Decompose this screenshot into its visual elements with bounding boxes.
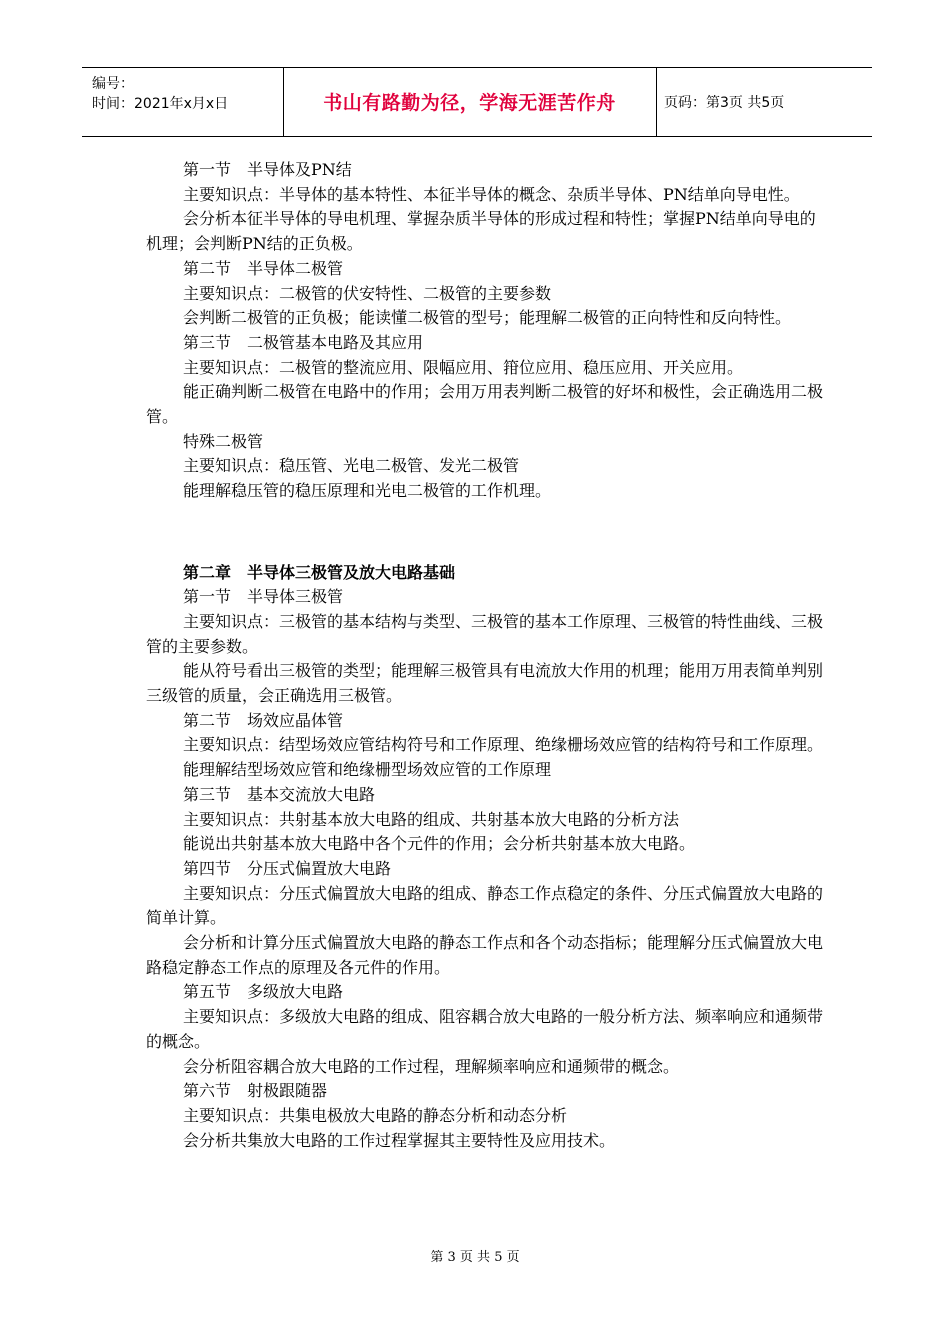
document-body	[146, 158, 826, 1153]
header-number: 编号：	[92, 76, 134, 92]
header-page-info: 页码：第3页 共5页	[664, 94, 785, 111]
body-paragraph: 主要知识点：共集电极放大电路的静态分析和动态分析	[183, 1106, 568, 1125]
section-heading: 第一节 半导体及PN结	[183, 160, 352, 179]
body-paragraph: 主要知识点：二极管的伏安特性、二极管的主要参数	[183, 283, 552, 303]
body-paragraph: 会分析共集放大电路的工作过程掌握其主要特性及应用技术。	[183, 1130, 616, 1150]
body-paragraph: 主要知识点：稳压管、光电二极管、发光二极管	[183, 456, 520, 476]
header-meta	[92, 74, 228, 114]
body-paragraph: 能从符号看出三极管的类型；能理解三极管具有电流放大作用的机理；能用万用表简单判别三级管的质量，会正确选用三极管。	[146, 661, 824, 706]
section-heading: 第四节 分压式偏置放大电路	[183, 858, 392, 878]
body-paragraph: 会判断二极管的正负极；能读懂二极管的型号；能理解二极管的正向特性和反向特性。	[183, 308, 792, 328]
body-paragraph: 能说出共射基本放大电路中各个元件的作用；会分析共射基本放大电路。	[183, 834, 696, 854]
body-paragraph: 能正确判断二极管在电路中的作用；会用万用表判断二极管的好坏和极性，会正确选用二极管。	[146, 382, 824, 427]
section-heading: 第三节 二极管基本电路及其应用	[183, 332, 424, 352]
section-heading: 第三节 基本交流放大电路	[183, 784, 376, 804]
header-motto: 书山有路勤为径，学海无涯苦作舟	[323, 92, 616, 114]
body-paragraph: 会分析阻容耦合放大电路的工作过程，理解频率响应和通频带的概念。	[183, 1056, 680, 1076]
header-divider-right	[656, 67, 657, 136]
body-paragraph: 能理解稳压管的稳压原理和光电二极管的工作机理。	[183, 481, 552, 501]
body-paragraph: 主要知识点：结型场效应管结构符号和工作原理、绝缘栅场效应管的结构符号和工作原理。	[183, 735, 824, 755]
paragraph-spacer	[146, 520, 826, 545]
section-heading: 第一节 半导体三极管	[183, 587, 344, 607]
section-heading: 特殊二极管	[183, 431, 264, 451]
page-footer: 第 3 页 共 5 页	[430, 1250, 520, 1265]
chapter-heading: 第二章 半导体三极管及放大电路基础	[183, 562, 456, 582]
body-paragraph: 主要知识点：三极管的基本结构与类型、三极管的基本工作原理、三极管的特性曲线、三极管的主要参数。	[146, 611, 824, 656]
section-heading: 第二节 场效应晶体管	[183, 710, 344, 730]
body-paragraph: 主要知识点：多级放大电路的组成、阻容耦合放大电路的一般分析方法、频率响应和通频带的概念。	[146, 1007, 824, 1051]
section-heading: 第五节 多级放大电路	[183, 982, 344, 1002]
body-paragraph: 主要知识点：共射基本放大电路的组成、共射基本放大电路的分析方法	[183, 809, 680, 829]
body-paragraph: 主要知识点：二极管的整流应用、限幅应用、箝位应用、稳压应用、开关应用。	[183, 357, 744, 377]
body-paragraph: 会分析和计算分压式偏置放大电路的静态工作点和各个动态指标；能理解分压式偏置放大电路稳定静态工作点的原理及各元件的作用。	[146, 933, 824, 977]
section-heading: 第六节 射极跟随器	[183, 1081, 328, 1101]
header-bottom-rule	[82, 136, 872, 137]
section-heading: 第二节 半导体二极管	[183, 258, 344, 278]
body-paragraph: 主要知识点：分压式偏置放大电路的组成、静态工作点稳定的条件、分压式偏置放大电路的简单计算。	[146, 883, 824, 928]
body-paragraph: 主要知识点：半导体的基本特性、本征半导体的概念、杂质半导体、PN结单向导电性。	[183, 184, 800, 204]
header-time: 时间：2021年x月x日	[92, 96, 229, 112]
body-paragraph: 能理解结型场效应管和绝缘栅型场效应管的工作原理	[183, 760, 552, 780]
body-paragraph: 会分析本征半导体的导电机理、掌握杂质半导体的形成过程和特性；掌握PN结单向导电的机理；会判断PN结的正负极。	[146, 209, 816, 254]
